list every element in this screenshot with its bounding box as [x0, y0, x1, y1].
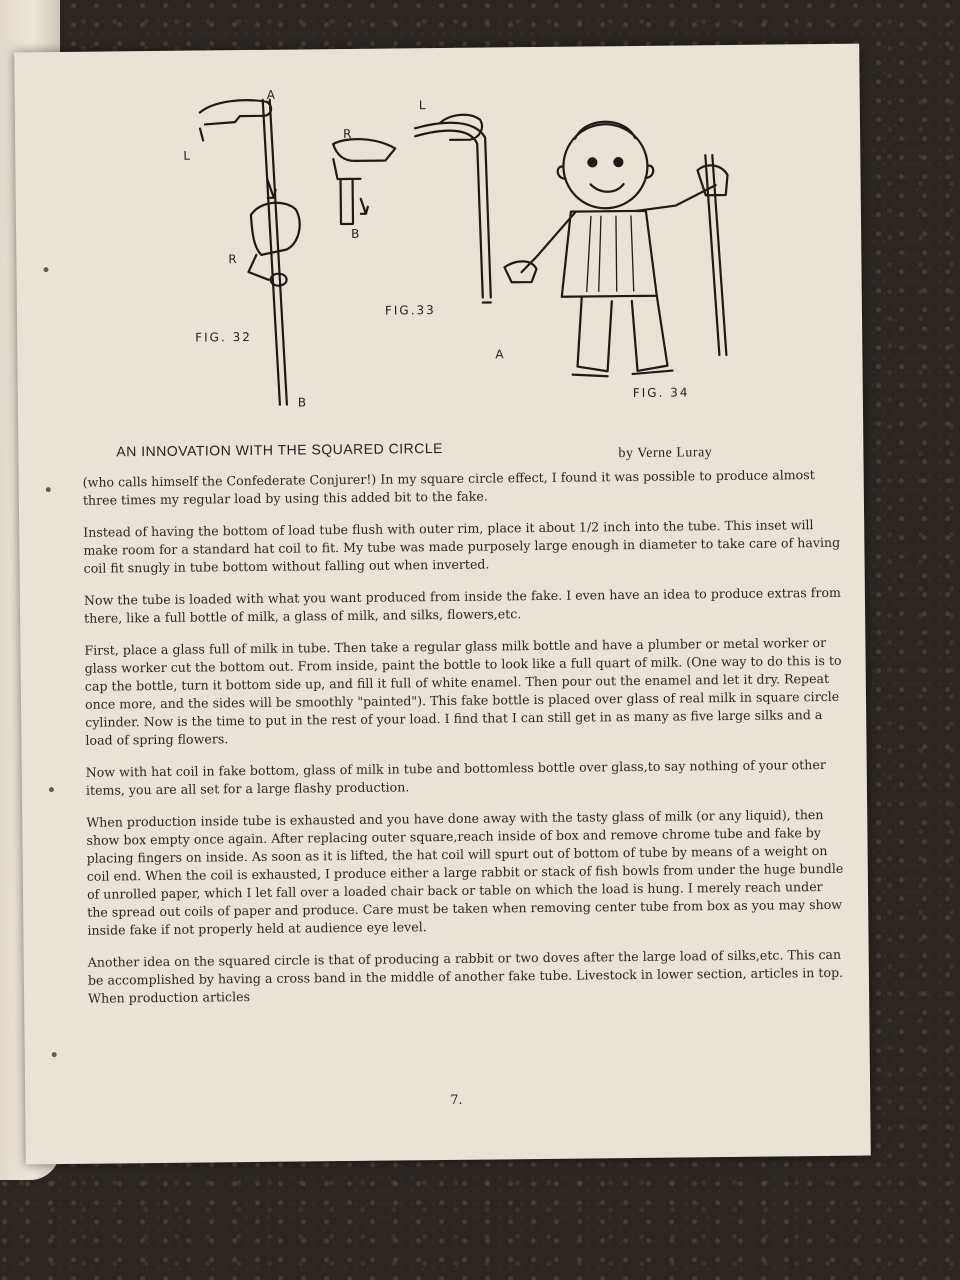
fig32-drawing — [200, 99, 302, 405]
figures-illustration — [14, 44, 863, 433]
fig33-marker-b: B — [351, 226, 362, 241]
staple-mark — [46, 487, 51, 492]
fig33-label: FIG.33 — [384, 303, 436, 318]
paragraph: Another idea on the squared circle is that of producing a rabbit or two doves after the large load of silks,etc. This can be accomplished by having a cross band in the middle of another fake tube. Livestock in lower section, articles in top. When production articles — [87, 946, 844, 1006]
fig33-drawing — [333, 114, 491, 304]
page-number: 7. — [450, 1092, 463, 1108]
paragraph: When production inside tube is exhausted and you have done away with the tasty glass of milk (or any liquid), then show box empty once again. After replacing outer square,reach inside of box and remove chrome tube and fake by placing fingers on inside. As soon as it is lifted, the hat coil will spurt out of bottom of tube by means of a weight on coil end. When the coil is exhausted, I produce either a large rabbit or stack of fish bowls from under the huge bundle of unrolled paper, which I let fall over a loaded chair back or table on which the load is hung. I merely reach under the spread out coils of paper and produce. Care must be taken when removing center tube from box as you may show inside fake if not properly held at audience eye level. — [86, 807, 844, 938]
article-byline: by Verne Luray — [618, 445, 713, 462]
paragraph: Now the tube is loaded with what you want produced from inside the fake. I even have an idea to produce extras from there, like a full bottle of milk, a glass of milk, and silks, flowers,etc. — [83, 584, 842, 626]
fig32-marker-r: R — [228, 252, 239, 267]
booklet-page — [14, 44, 871, 1165]
fig33-marker-r: R — [342, 126, 354, 142]
fig32-marker-b: B — [297, 395, 309, 410]
fig33-marker-l: L — [418, 98, 428, 113]
paragraph: Now with hat coil in fake bottom, glass of milk in tube and bottomless bottle over glass,to say nothing of your other items, you are all set for a large flashy production. — [85, 756, 826, 798]
fig33-marker-a: A — [495, 347, 506, 362]
paragraph: Instead of having the bottom of load tube flush with outer rim, place it about 1/2 inch into the tube. This inset will make room for a standard hat coil to fit. My tube was made purposely large enough in diameter to take care of having coil fit snugly in tube bottom without falling out when inverted. — [83, 517, 841, 576]
fig34-label: FIG. 34 — [632, 385, 690, 400]
fig32-marker-a: A — [266, 87, 277, 102]
staple-mark — [52, 1052, 57, 1057]
fig32-label: FIG. 32 — [195, 329, 252, 345]
fig34-drawing — [503, 120, 730, 377]
paragraph: First, place a glass full of milk in tube. Then take a regular glass milk bottle and have a plumber or metal worker or glass worker cut the bottom out. From inside, paint the bottle to look like a full quart of milk. (One way to do this is to cap the bottle, turn it bottom side up, and fill it full of white enamel. Then pour out the enamel and let it dry. Repeat once more, and the sides will be smoothly "painted"). This fake bottle is placed over glass of real milk in square circle cylinder. Now is the time to put in the rest of your load. I find that I can still get in as many as five large silks and a load of spring flowers. — [84, 634, 842, 748]
fig32-marker-l: L — [183, 148, 193, 163]
article-body — [83, 466, 849, 1022]
paragraph: (who calls himself the Confederate Conjurer!) In my square circle effect, I found it was possible to produce almost three times my regular load by using this added bit to the fake. — [82, 467, 815, 508]
figures-area — [14, 44, 863, 433]
staple-mark — [49, 787, 54, 792]
article-title: AN INNOVATION WITH THE SQUARED CIRCLE — [116, 439, 443, 460]
